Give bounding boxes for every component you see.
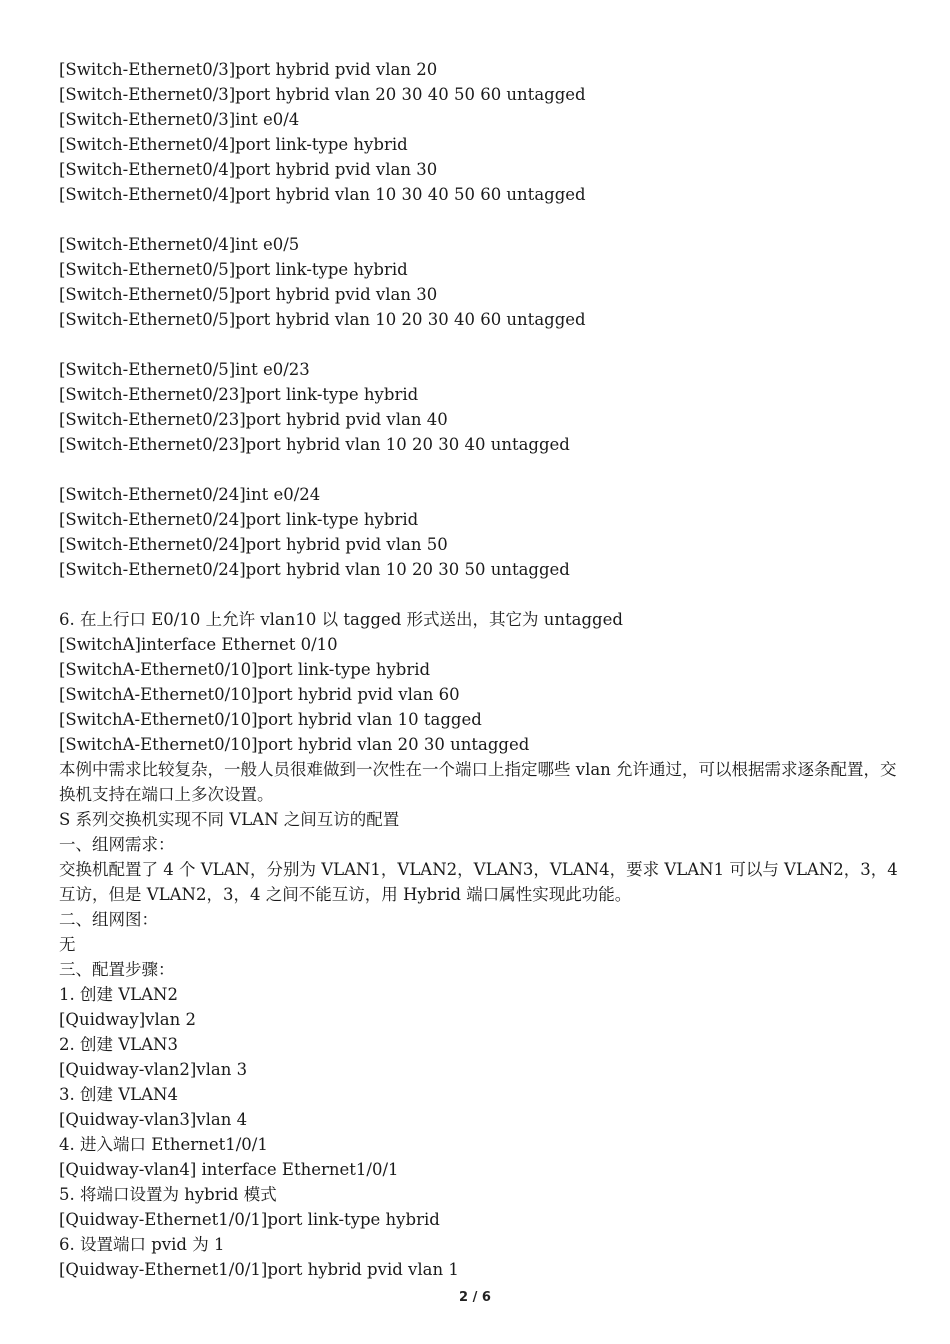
section-heading: 一、组网需求：	[59, 835, 175, 854]
text-line: [SwitchA-Ethernet0/10]port link-type hybrid	[59, 660, 431, 679]
document-body	[59, 57, 899, 1282]
paragraph: 本例中需求比较复杂，一般人员很难做到一次性在一个端口上指定哪些 vlan 允许通过，可以根据需求逐条配置，交换机支持在端口上多次设置。	[59, 760, 897, 804]
text-line: [Switch-Ethernet0/4]port hybrid vlan 10 30 40 50 60 untagged	[59, 185, 586, 204]
page-number: 2 / 6	[459, 1290, 491, 1305]
step-heading: 5. 将端口设置为 hybrid 模式	[59, 1185, 277, 1204]
blank-line	[59, 207, 899, 232]
text-line: [SwitchA]interface Ethernet 0/10	[59, 635, 338, 654]
text-line: [Quidway-vlan2]vlan 3	[59, 1060, 248, 1079]
text-line: [Switch-Ethernet0/5]port hybrid pvid vlan 30	[59, 285, 438, 304]
section-heading: 三、配置步骤：	[59, 960, 175, 979]
text-line: [SwitchA-Ethernet0/10]port hybrid vlan 10 tagged	[59, 710, 482, 729]
text-line: [Switch-Ethernet0/3]port hybrid vlan 20 30 40 50 60 untagged	[59, 85, 586, 104]
text-line: [Switch-Ethernet0/5]port link-type hybrid	[59, 260, 408, 279]
section-title: S 系列交换机实现不同 VLAN 之间互访的配置	[59, 810, 400, 829]
step-heading: 4. 进入端口 Ethernet1/0/1	[59, 1135, 268, 1154]
text-line: [Switch-Ethernet0/24]int e0/24	[59, 485, 321, 504]
step-heading: 2. 创建 VLAN3	[59, 1035, 178, 1054]
text-line: [Switch-Ethernet0/5]port hybrid vlan 10 20 30 40 60 untagged	[59, 310, 586, 329]
text-line: [Quidway-Ethernet1/0/1]port hybrid pvid vlan 1	[59, 1260, 459, 1279]
step-heading: 1. 创建 VLAN2	[59, 985, 178, 1004]
text-line: [Switch-Ethernet0/24]port link-type hybrid	[59, 510, 419, 529]
step-heading: 6. 设置端口 pvid 为 1	[59, 1235, 225, 1254]
step-heading: 6. 在上行口 E0/10 上允许 vlan10 以 tagged 形式送出，其它为 untagged	[59, 610, 623, 629]
text-line: [Switch-Ethernet0/5]int e0/23	[59, 360, 310, 379]
step-heading: 3. 创建 VLAN4	[59, 1085, 178, 1104]
text-line: [Switch-Ethernet0/24]port hybrid vlan 10 20 30 50 untagged	[59, 560, 570, 579]
text-line: [SwitchA-Ethernet0/10]port hybrid vlan 20 30 untagged	[59, 735, 530, 754]
text-line: [SwitchA-Ethernet0/10]port hybrid pvid vlan 60	[59, 685, 460, 704]
blank-line	[59, 457, 899, 482]
section-heading: 二、组网图：	[59, 910, 158, 929]
paragraph: 交换机配置了 4 个 VLAN，分别为 VLAN1，VLAN2，VLAN3，VLAN4，要求 VLAN1 可以与 VLAN2，3，4 互访，但是 VLAN2，3，4 之间不能互访，用 Hybrid 端口属性实现此功能。	[59, 860, 898, 904]
text-line: [Quidway-vlan3]vlan 4	[59, 1110, 248, 1129]
text-line: [Quidway-Ethernet1/0/1]port link-type hybrid	[59, 1210, 440, 1229]
text-line: [Switch-Ethernet0/3]int e0/4	[59, 110, 300, 129]
text-line: [Switch-Ethernet0/24]port hybrid pvid vlan 50	[59, 535, 448, 554]
text-line: 无	[59, 935, 76, 954]
text-line: [Switch-Ethernet0/4]port hybrid pvid vlan 30	[59, 160, 438, 179]
text-line: [Switch-Ethernet0/23]port hybrid pvid vlan 40	[59, 410, 448, 429]
text-line: [Quidway-vlan4] interface Ethernet1/0/1	[59, 1160, 399, 1179]
text-line: [Switch-Ethernet0/23]port link-type hybrid	[59, 385, 419, 404]
blank-line	[59, 332, 899, 357]
text-line: [Quidway]vlan 2	[59, 1010, 196, 1029]
text-line: [Switch-Ethernet0/4]int e0/5	[59, 235, 300, 254]
text-line: [Switch-Ethernet0/23]port hybrid vlan 10 20 30 40 untagged	[59, 435, 570, 454]
text-line: [Switch-Ethernet0/4]port link-type hybrid	[59, 135, 408, 154]
blank-line	[59, 582, 899, 607]
text-line: [Switch-Ethernet0/3]port hybrid pvid vlan 20	[59, 60, 438, 79]
